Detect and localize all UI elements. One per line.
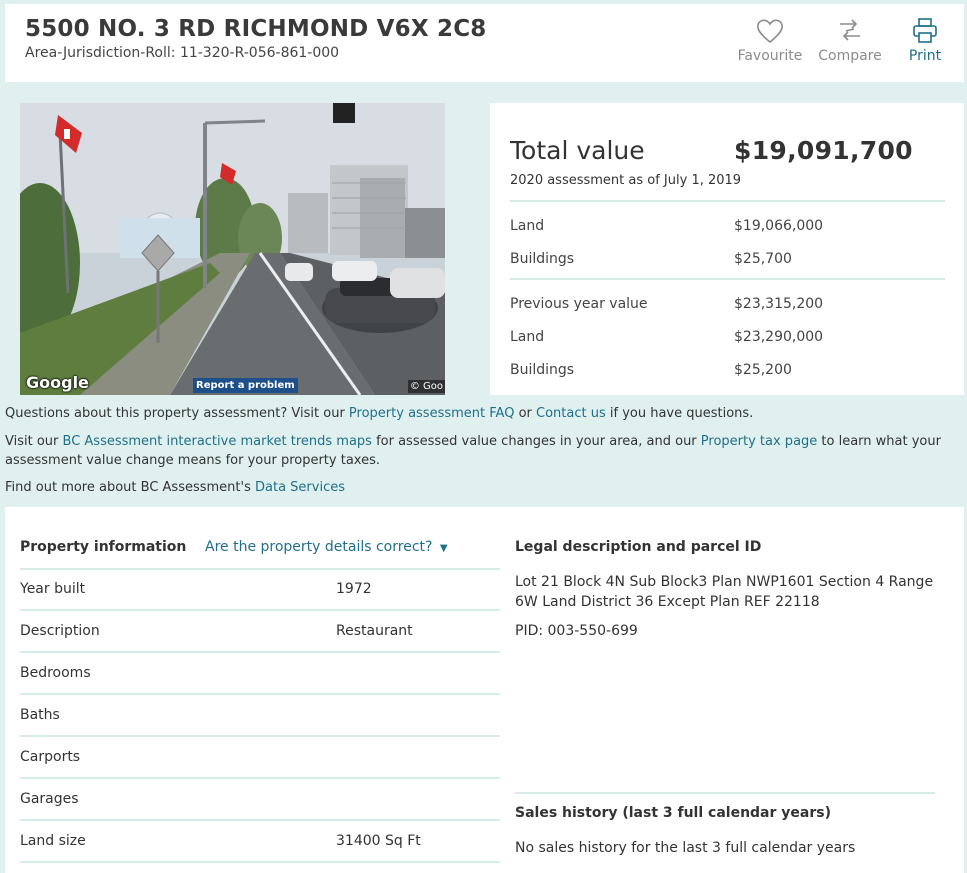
divider xyxy=(20,568,500,570)
favourite-button[interactable] xyxy=(730,18,810,64)
property-tax-link[interactable]: Property tax page xyxy=(700,434,818,449)
garages-label: Garages xyxy=(20,791,79,807)
heart-icon xyxy=(730,18,810,44)
description-value: Restaurant xyxy=(336,623,413,639)
divider xyxy=(20,861,500,863)
land-size-label: Land size xyxy=(20,833,86,849)
legal-description-text: Lot 21 Block 4N Sub Block3 Plan NWP1601 Section 4 Range 6W Land District 36 Except Plan REF 22118 xyxy=(515,574,934,610)
land-label: Land xyxy=(510,218,545,234)
divider xyxy=(20,609,500,611)
divider xyxy=(20,693,500,695)
carports-label: Carports xyxy=(20,749,81,765)
faq-paragraph xyxy=(5,404,955,423)
buildings-label: Buildings xyxy=(510,251,575,267)
print-label: Print xyxy=(908,48,942,64)
legal-description-heading: Legal description and parcel ID xyxy=(515,539,762,555)
google-logo: Google xyxy=(26,373,89,392)
trends-text: to learn what your assessment value change means for your property taxes. xyxy=(5,434,941,468)
divider xyxy=(510,278,945,280)
trends-text: for assessed value changes in your area, and our xyxy=(371,434,701,449)
details-correct-dropdown[interactable] xyxy=(205,539,448,555)
previous-land-label: Land xyxy=(510,329,545,345)
print-button[interactable] xyxy=(885,18,965,64)
year-built-label: Year built xyxy=(20,581,86,597)
data-services-paragraph xyxy=(5,478,955,497)
property-header xyxy=(5,4,964,82)
trends-text: Visit our xyxy=(5,434,63,449)
compare-button[interactable] xyxy=(810,18,890,64)
divider xyxy=(510,200,945,202)
description-label: Description xyxy=(20,623,100,639)
assessment-values-panel xyxy=(490,103,964,395)
faq-text: or xyxy=(514,406,537,421)
previous-buildings-value: $25,200 xyxy=(734,362,792,378)
total-value: $19,091,700 xyxy=(734,136,913,165)
report-problem-link[interactable]: Report a problem xyxy=(193,378,298,393)
favourite-label: Favourite xyxy=(737,48,803,64)
land-value: $19,066,000 xyxy=(734,218,824,234)
property-details-section xyxy=(5,507,964,873)
compare-arrows-icon xyxy=(810,18,890,44)
street-view-image[interactable] xyxy=(20,103,445,395)
roll-number: Area-Jurisdiction-Roll: 11-320-R-056-861-000 xyxy=(25,45,340,61)
market-trends-link[interactable]: BC Assessment interactive market trends maps xyxy=(62,434,372,449)
year-built-value: 1972 xyxy=(336,581,372,597)
contact-us-link[interactable]: Contact us xyxy=(536,406,606,421)
divider xyxy=(20,735,500,737)
divider xyxy=(20,651,500,653)
data-services-link[interactable]: Data Services xyxy=(255,480,345,495)
map-copyright: © Goo xyxy=(409,381,443,392)
data-services-text: Find out more about BC Assessment's xyxy=(5,480,255,495)
sales-history-text: No sales history for the last 3 full calendar years xyxy=(515,840,856,856)
sales-history-heading: Sales history (last 3 full calendar years) xyxy=(515,805,831,821)
total-value-label: Total value xyxy=(510,136,645,165)
divider xyxy=(20,777,500,779)
parcel-id: PID: 003-550-699 xyxy=(515,623,638,639)
property-information-heading: Property information xyxy=(20,539,187,555)
previous-year-label: Previous year value xyxy=(510,296,648,312)
divider xyxy=(20,819,500,821)
printer-icon xyxy=(885,18,965,44)
faq-text: if you have questions. xyxy=(605,406,754,421)
assessment-date: 2020 assessment as of July 1, 2019 xyxy=(510,173,742,188)
baths-label: Baths xyxy=(20,707,60,723)
divider xyxy=(515,792,935,794)
property-address: 5500 NO. 3 RD RICHMOND V6X 2C8 xyxy=(25,16,487,42)
street-scene xyxy=(20,103,445,395)
buildings-value: $25,700 xyxy=(734,251,792,267)
previous-year-value: $23,315,200 xyxy=(734,296,824,312)
previous-buildings-label: Buildings xyxy=(510,362,575,378)
caret-down-icon: ▼ xyxy=(439,543,448,554)
market-trends-paragraph xyxy=(5,432,955,470)
details-correct-label: Are the property details correct? xyxy=(205,539,433,555)
faq-text: Questions about this property assessment? Visit our xyxy=(5,406,349,421)
bedrooms-label: Bedrooms xyxy=(20,665,91,681)
faq-link[interactable]: Property assessment FAQ xyxy=(348,406,515,421)
compare-label: Compare xyxy=(818,48,882,64)
previous-land-value: $23,290,000 xyxy=(734,329,824,345)
land-size-value: 31400 Sq Ft xyxy=(336,833,421,849)
